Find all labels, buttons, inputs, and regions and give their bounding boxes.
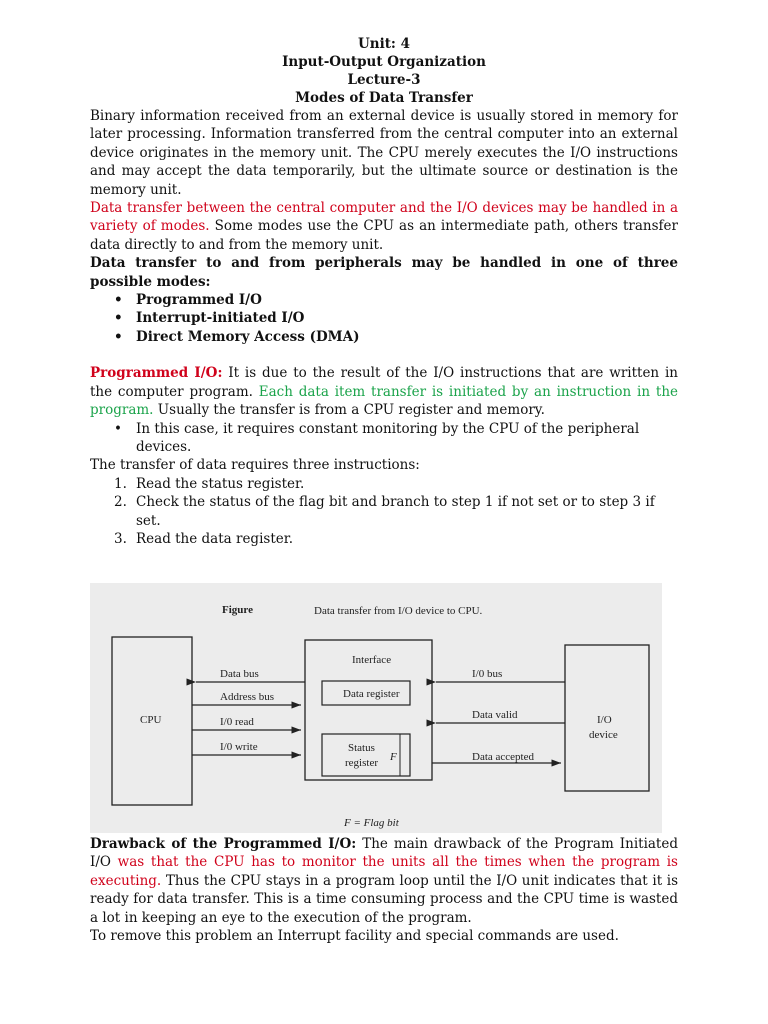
list-item: • Programmed I/O (136, 291, 678, 309)
data-bus-label: Data bus (220, 668, 259, 680)
figure-diagram (90, 583, 662, 833)
figure-footnote: F = Flag bit (344, 817, 399, 829)
lecture-heading: Lecture-3 (347, 72, 421, 88)
data-valid-label: Data valid (472, 709, 518, 721)
modes-highlight: Data transfer between the central computer and the I/O devices may be handled in a variety of modes. (90, 200, 678, 235)
flag-label: F (390, 751, 397, 763)
io-device-label-2: device (589, 729, 618, 741)
steps-intro: The transfer of data requires three instructions: (90, 457, 420, 474)
chapter-title: Input-Output Organization (282, 54, 486, 70)
io-write-label: I/0 write (220, 741, 258, 753)
data-accepted-label: Data accepted (472, 751, 534, 763)
list-item: 3. Read the data register. (114, 530, 293, 547)
io-transfer-figure (90, 583, 662, 833)
list-item: • Interrupt-initiated I/O (136, 309, 678, 327)
closing-line: To remove this problem an Interrupt facility and special commands are used. (90, 928, 619, 945)
figure-label: Figure (222, 604, 253, 616)
list-item: • In this case, it requires constant monitoring by the CPU of the peripheral devices. (136, 420, 678, 457)
drawback-section (90, 835, 678, 945)
status-register-box (322, 734, 410, 776)
list-item: 2. Check the status of the flag bit and branch to step 1 if not set or to step 3 if set. (114, 494, 655, 529)
modes-paragraph (90, 199, 678, 254)
data-register-label: Data register (343, 688, 400, 700)
programmed-io-highlight: Each data item transfer is initiated by an instruction in the program. (90, 383, 678, 419)
modes-list (90, 291, 678, 346)
status-register-label-1: Status (348, 742, 375, 754)
steps-list (90, 475, 678, 549)
status-register-label-2: register (345, 757, 378, 769)
programmed-io-label: Programmed I/O: (90, 365, 223, 382)
interface-label: Interface (352, 654, 392, 666)
document-page (90, 35, 678, 548)
drawback-paragraph: Drawback of the Programmed I/O: The main drawback of the Program Initiated I/O was that the CPU has to monitor the units all the times when the program is executing. Thus the CPU stays in a program loop until the I/O unit indicates that it is ready for data transfer. This is a time consuming process and the CPU time is wasted a lot in keeping an eye to the execution of the program. (90, 836, 678, 926)
programmed-io-paragraph: Programmed I/O: It is due to the result of the I/O instructions that are written in the computer program. Each data item transfer is initiated by an instruction in the program. Usually the transfer is from a CPU register and memory. (90, 365, 678, 419)
modes-paragraph-rest: Some modes use the CPU as an intermediate path, others transfer data directly to and from the memory unit. (90, 218, 678, 253)
topic-heading: Modes of Data Transfer (295, 90, 473, 106)
unit-heading: Unit: 4 (357, 36, 411, 52)
drawback-label: Drawback of the Programmed I/O: (90, 836, 357, 852)
address-bus-label: Address bus (220, 691, 275, 703)
io-read-label: I/0 read (220, 716, 254, 728)
intro-paragraph: Binary information received from an external device is usually stored in memory for later processing. Information transferred from the central computer into an external device originates in the memory unit. The CPU merely executes the I/O instructions and may accept the data temporarily, but the ultimate source or destination is the memory unit. (90, 108, 678, 198)
list-item: 1. Read the status register. (114, 475, 305, 492)
figure-caption: Data transfer from I/O device to CPU. (314, 605, 483, 617)
modes-heading: Data transfer to and from peripherals may be handled in one of three possible modes: (90, 255, 678, 290)
io-device-label-1: I/O (597, 714, 612, 726)
list-item: • Direct Memory Access (DMA) (136, 328, 678, 346)
drawback-highlight: was that the CPU has to monitor the units all the times when the program is executing. (90, 854, 678, 889)
programmed-io-bullets (90, 420, 678, 457)
cpu-label: CPU (140, 714, 162, 726)
io-bus-label: I/0 bus (472, 668, 503, 680)
